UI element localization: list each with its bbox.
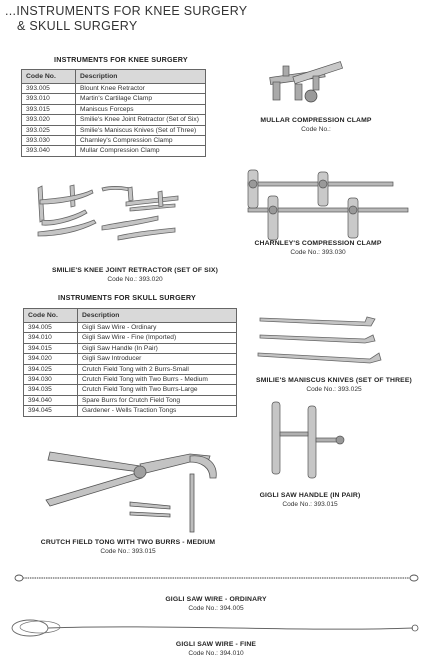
gigli-saw-handle-image — [268, 400, 348, 485]
description-cell: Gigli Saw Wire - Ordinary — [78, 323, 237, 333]
table-row — [22, 115, 206, 125]
smilie-knives-caption: SMILIE'S MANISCUS KNIVES (SET OF THREE) — [256, 377, 412, 384]
knee-section-heading: INSTRUMENTS FOR KNEE SURGERY — [54, 55, 188, 64]
skull-instruments-table — [23, 308, 237, 417]
code-cell: 393.025 — [22, 125, 76, 135]
description-cell: Mullar Compression Clamp — [76, 146, 206, 156]
table-row — [24, 333, 237, 343]
gigli-ordinary-code: Code No.: 394.005 — [188, 605, 244, 612]
title-line-1: ...INSTRUMENTS FOR KNEE SURGERY — [5, 4, 248, 18]
description-cell: Martin's Cartilage Clamp — [76, 94, 206, 104]
smilie-retractor-image — [30, 180, 190, 260]
code-cell: 393.020 — [22, 115, 76, 125]
gigli-fine-caption: GIGLI SAW WIRE - FINE — [175, 641, 257, 648]
charnley-compression-clamp-image — [240, 170, 415, 245]
description-cell: Smilie's Knee Joint Retractor (Set of Six) — [76, 115, 206, 125]
code-cell: 394.020 — [24, 354, 78, 364]
gigli-wire-fine-image — [8, 618, 423, 640]
code-cell: 393.015 — [22, 104, 76, 114]
table-row — [24, 364, 237, 374]
mullar-code: Code No.: — [301, 126, 331, 133]
crutch-field-tong-image — [40, 444, 230, 539]
code-cell: 394.045 — [24, 406, 78, 416]
table-row — [22, 84, 206, 94]
description-cell: Crutch Field Tong with Two Burrs - Medium — [78, 375, 237, 385]
table-row — [24, 343, 237, 353]
column-header-description: Description — [78, 309, 237, 323]
skull-section-heading: INSTRUMENTS FOR SKULL SURGERY — [58, 293, 196, 302]
code-cell: 394.015 — [24, 343, 78, 353]
smilie-knives-image — [255, 315, 390, 365]
code-cell: 394.005 — [24, 323, 78, 333]
table-row — [22, 104, 206, 114]
column-header-description: Description — [76, 70, 206, 84]
crutch-tong-caption: CRUTCH FIELD TONG WITH TWO BURRS - MEDIUM — [40, 539, 216, 546]
table-row — [22, 94, 206, 104]
title-line-2: & SKULL SURGERY — [17, 19, 138, 33]
gigli-handle-code: Code No.: 393.015 — [282, 501, 338, 508]
knee-table-body — [22, 84, 206, 157]
table-row — [22, 146, 206, 156]
code-cell: 393.010 — [22, 94, 76, 104]
crutch-tong-code: Code No.: 393.015 — [100, 548, 156, 555]
gigli-handle-caption: GIGLI SAW HANDLE (IN PAIR) — [259, 492, 361, 499]
table-row — [22, 136, 206, 146]
skull-table-body — [24, 323, 237, 417]
description-cell: Smilie's Maniscus Knives (Set of Three) — [76, 125, 206, 135]
description-cell: Gigli Saw Introducer — [78, 354, 237, 364]
table-header-row — [22, 70, 206, 84]
code-cell: 393.030 — [22, 136, 76, 146]
code-cell: 394.035 — [24, 385, 78, 395]
code-cell: 393.005 — [22, 84, 76, 94]
smilie-retractor-code: Code No.: 393.020 — [107, 276, 163, 283]
code-cell: 394.030 — [24, 375, 78, 385]
gigli-ordinary-caption: GIGLI SAW WIRE - ORDINARY — [165, 596, 267, 603]
page-title — [5, 4, 247, 34]
description-cell: Gigli Saw Wire - Fine (Imported) — [78, 333, 237, 343]
table-header-row — [24, 309, 237, 323]
table-row — [24, 385, 237, 395]
code-cell: 393.040 — [22, 146, 76, 156]
table-row — [24, 406, 237, 416]
code-cell: 394.010 — [24, 333, 78, 343]
description-cell: Maniscus Forceps — [76, 104, 206, 114]
gigli-wire-ordinary-image — [14, 571, 419, 585]
charnley-code: Code No.: 393.030 — [290, 249, 346, 256]
column-header-code: Code No. — [22, 70, 76, 84]
charnley-caption: CHARNLEY'S COMPRESSION CLAMP — [254, 240, 382, 247]
description-cell: Gigli Saw Handle (In Pair) — [78, 343, 237, 353]
knee-instruments-table — [21, 69, 206, 157]
code-cell: 394.025 — [24, 364, 78, 374]
table-row — [24, 323, 237, 333]
gigli-fine-code: Code No.: 394.010 — [188, 650, 244, 657]
description-cell: Spare Burrs for Crutch Field Tong — [78, 395, 237, 405]
table-row — [24, 375, 237, 385]
description-cell: Gardener - Wells Traction Tongs — [78, 406, 237, 416]
column-header-code: Code No. — [24, 309, 78, 323]
mullar-caption: MULLAR COMPRESSION CLAMP — [260, 117, 372, 124]
description-cell: Crutch Field Tong with Two Burrs-Large — [78, 385, 237, 395]
description-cell: Blount Knee Retractor — [76, 84, 206, 94]
description-cell: Charnley's Compression Clamp — [76, 136, 206, 146]
code-cell: 394.040 — [24, 395, 78, 405]
table-row — [24, 395, 237, 405]
smilie-retractor-caption: SMILIE'S KNEE JOINT RETRACTOR (SET OF SIX) — [51, 267, 219, 274]
smilie-knives-code: Code No.: 393.025 — [306, 386, 362, 393]
description-cell: Crutch Field Tong with 2 Burrs-Small — [78, 364, 237, 374]
mullar-compression-clamp-image — [265, 66, 355, 118]
table-row — [22, 125, 206, 135]
table-row — [24, 354, 237, 364]
